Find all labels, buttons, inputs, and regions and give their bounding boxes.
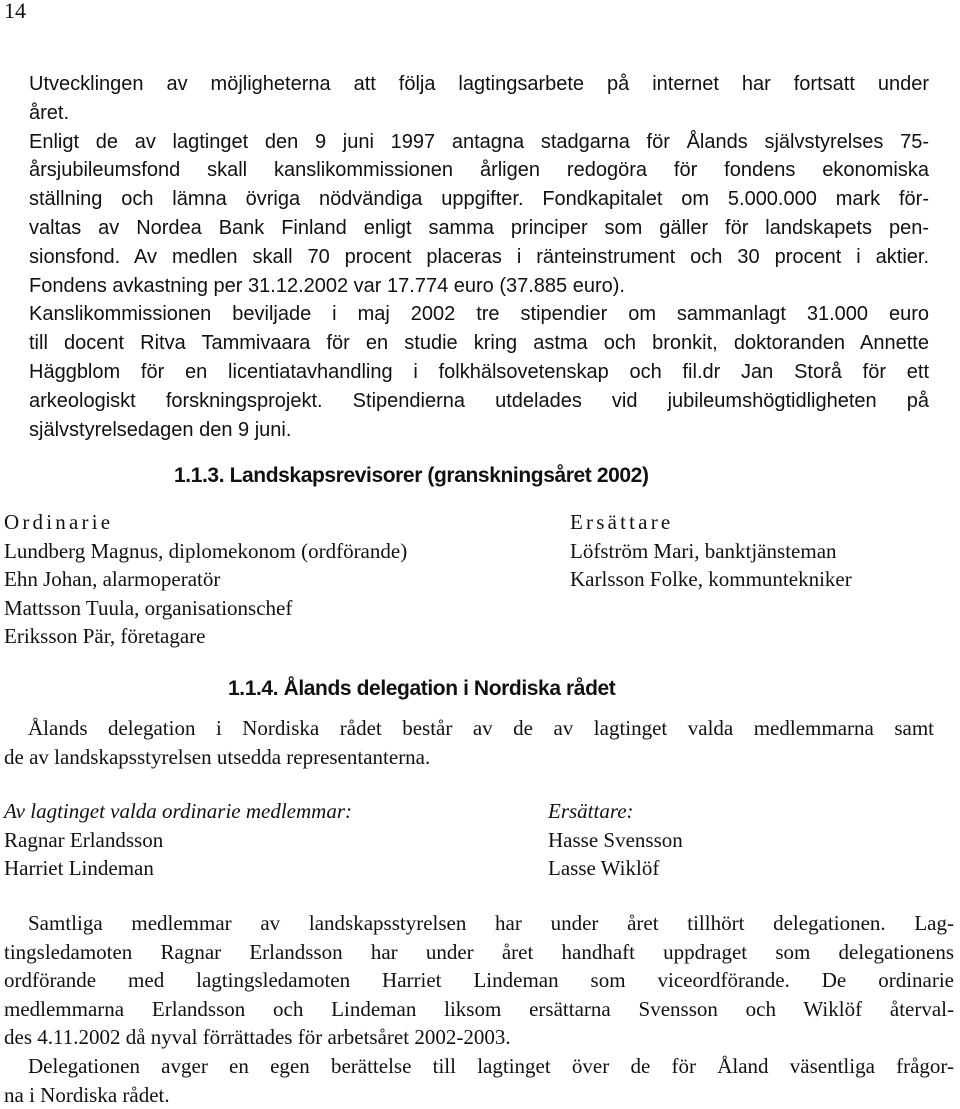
text-line: året. (29, 101, 70, 124)
column-header-ordinarie: Ordinarie (4, 510, 114, 534)
list-item: Lasse Wiklöf (548, 856, 660, 880)
text-line: tingsledamoten Ragnar Erlandsson har under året handhaft uppdraget som delegationens (4, 939, 954, 964)
list-item: Mattsson Tuula, organisationschef (4, 595, 293, 620)
text-line: de av landskapsstyrelsen utsedda representanterna. (4, 744, 431, 769)
text-line: des 4.11.2002 då nyval förrättades för arbetsåret 2002-2003. (4, 1025, 511, 1050)
text-line: Delegationen avger en egen berättelse till lagtinget över de för Åland väsentliga frågor- (28, 1053, 954, 1078)
text-line: Häggblom för en licentiatavhandling i folkhälsovetenskap och fil.dr Jan Storå för ett (29, 360, 929, 383)
column-header-ersattare: Ersättare: (548, 799, 634, 823)
text-line: sionsfond. Av medlen skall 70 procent placeras i ränteinstrument och 30 procent i aktier. (29, 245, 929, 268)
ersattare-list (570, 508, 852, 594)
list-item: Harriet Lindeman (4, 856, 154, 880)
list-item: Hasse Svensson (548, 827, 683, 852)
fund-section-text (29, 70, 929, 444)
section-heading-nordiska-radet: 1.1.4. Ålands delegation i Nordiska rådet (228, 677, 616, 700)
text-line: Samtliga medlemmar av landskapsstyrelsen har under året tillhört delegationen. Lag- (28, 911, 954, 935)
list-item: Ragnar Erlandsson (4, 827, 164, 852)
text-line: årsjubileumsfond skall kanslikommissionen årligen redogöra för fondens ekonomiska (29, 159, 929, 182)
ordinarie-list (4, 508, 407, 651)
list-item: Ehn Johan, alarmoperatör (4, 567, 221, 591)
text-line: självstyrelsedagen den 9 juni. (29, 418, 292, 441)
list-item: Karlsson Folke, kommuntekniker (570, 567, 852, 591)
text-line: ställning och lämna övriga nödvändiga uppgifter. Fondkapitalet om 5.000.000 mark för- (29, 188, 929, 211)
text-line: Utvecklingen av möjligheterna att följa lagtingsarbete på internet har fortsatt under (29, 73, 929, 95)
text-line: arkeologiskt forskningsprojekt. Stipendierna utdelades vid jubileumshögtidligheten på (29, 389, 929, 412)
list-item: Eriksson Pär, företagare (4, 624, 206, 648)
text-line: Ålands delegation i Nordiska rådet består av de av lagtinget valda medlemmarna samt (28, 716, 934, 740)
text-line: valtas av Nordea Bank Finland enligt samma principer som gäller för landskapets pen- (29, 216, 929, 239)
list-item: Lundberg Magnus, diplomekonom (ordförande) (4, 538, 408, 563)
section-heading-landskapsrevisorer: 1.1.3. Landskapsrevisorer (granskningsåret 2002) (174, 464, 649, 487)
text-line: till docent Ritva Tammivaara för en studie kring astma och bronkit, doktoranden Annette (29, 332, 929, 355)
text-line: na i Nordiska rådet. (4, 1082, 170, 1107)
list-item: Löfström Mari, banktjänsteman (570, 538, 837, 563)
column-header-ersattare: Ersättare (570, 510, 674, 534)
text-line: medlemmarna Erlandsson och Lindeman liksom ersättarna Svensson och Wiklöf återval- (4, 996, 954, 1021)
text-line: ordförande med lagtingsledamoten Harriet Lindeman som viceordförande. De ordinarie (4, 968, 954, 993)
delegation-paragraphs (4, 909, 954, 1109)
column-header-valda-medlemmar: Av lagtinget valda ordinarie medlemmar: (4, 799, 352, 823)
delegation-ersattare-list (548, 797, 683, 883)
delegation-ordinarie-list (4, 797, 352, 883)
text-line: Fondens avkastning per 31.12.2002 var 17.774 euro (37.885 euro). (29, 274, 625, 297)
delegation-intro (4, 714, 934, 771)
text-line: Kanslikommissionen beviljade i maj 2002 tre stipendier om sammanlagt 31.000 euro (29, 303, 929, 326)
text-line: Enligt de av lagtinget den 9 juni 1997 antagna stadgarna för Ålands självstyrelses 75- (29, 130, 929, 153)
page-number: 14 (4, 0, 26, 23)
